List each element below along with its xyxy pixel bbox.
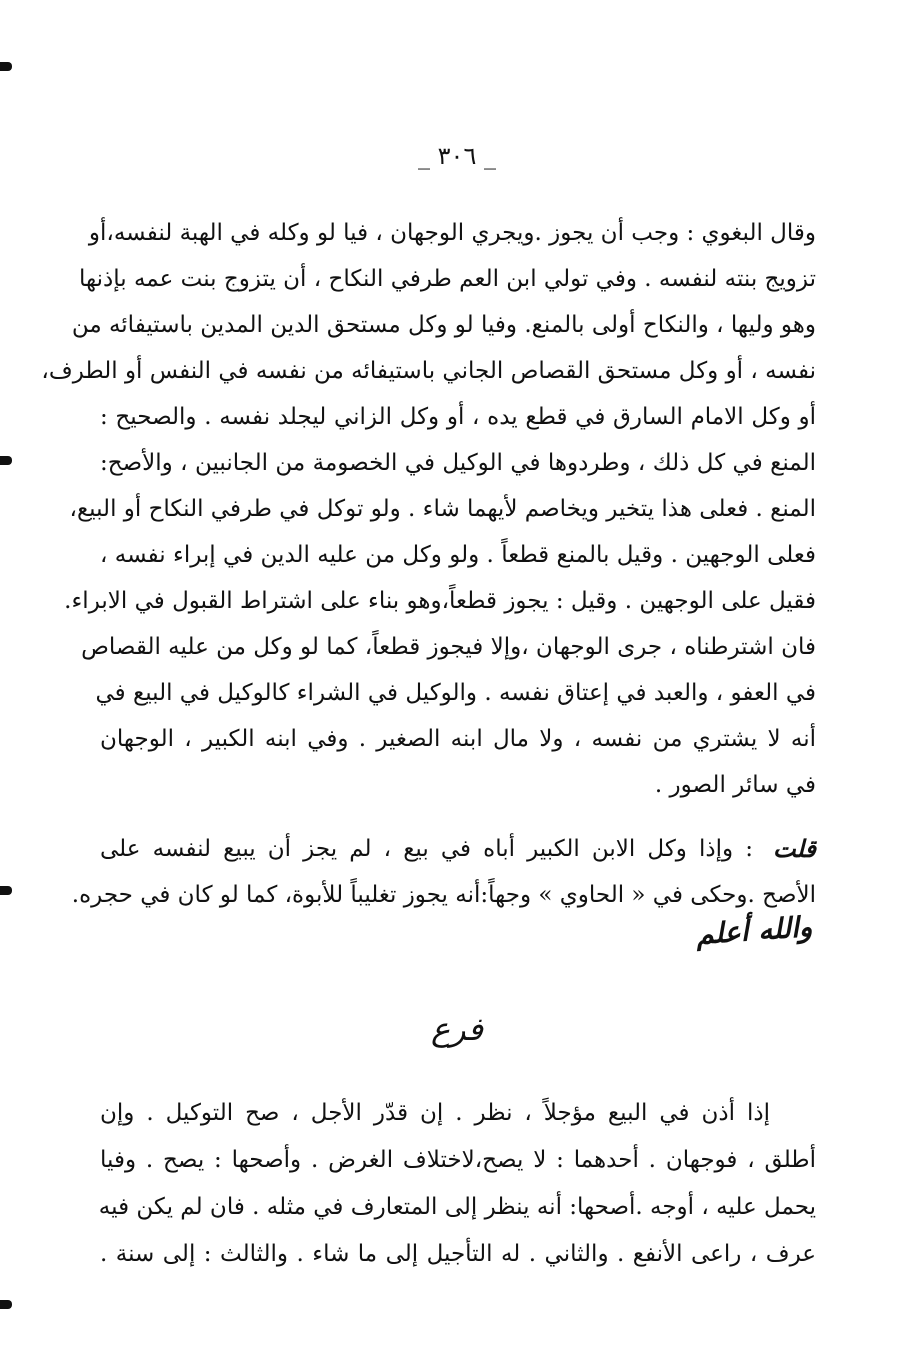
text-line: أو وكل الامام السارق في قطع يده ، أو وكل الزاني ليجلد نفسه . والصحيح : bbox=[100, 404, 816, 430]
binding-mark bbox=[0, 886, 12, 895]
text-line: وهو وليها ، والنكاح أولى بالمنع. وفيا لو وكل مستحق الدين المدين باستيفائه من bbox=[71, 312, 816, 338]
text-line: عرف ، راعى الأنفع . والثاني . له التأجيل إلى ما شاء . والثالث : إلى سنة . bbox=[100, 1241, 816, 1267]
text-line: فعلى الوجهين . وقيل بالمنع قطعاً . ولو وكل من عليه الدين في إبراء نفسه ، bbox=[100, 542, 816, 568]
text-line: في العفو ، والعبد في إعتاق نفسه . والوكيل في الشراء كالوكيل في البيع في bbox=[95, 680, 816, 706]
text-line: يحمل عليه ، أوجه .أصحها: أنه ينظر إلى المتعارف في مثله . فان لم يكن فيه bbox=[98, 1194, 816, 1220]
text-line: : وإذا وكل الابن الكبير أباه في بيع ، لم يجز أن يبيع لنفسه على bbox=[100, 836, 754, 862]
text-line: تزويج بنته لنفسه . وفي تولي ابن العم طرفي النكاح ، أن يتزوج بنت عمه بإذنها bbox=[79, 266, 816, 292]
text-line: نفسه ، أو وكل مستحق القصاص الجاني باستيفائه من نفسه في النفس أو الطرف، bbox=[41, 358, 816, 384]
text-line: في سائر الصور . bbox=[654, 772, 816, 798]
closing-phrase: والله أعلم bbox=[694, 909, 814, 952]
text-line: المنع . فعلى هذا يتخير ويخاصم لأيهما شاء . ولو توكل في طرفي النكاح أو البيع، bbox=[69, 496, 816, 522]
qult-label: قلت bbox=[773, 834, 816, 863]
binding-mark bbox=[0, 456, 12, 465]
text-line: الأصح .وحكى في « الحاوي » وجهاً:أنه يجوز تغليباً للأبوة، كما لو كان في حجره. bbox=[71, 882, 816, 908]
text-line: المنع في كل ذلك ، وطردوها في الوكيل في الخصومة من الجانبين ، والأصح: bbox=[100, 450, 816, 476]
main-paragraph bbox=[41, 210, 816, 808]
text-line: فان اشترطناه ، جرى الوجهان ،وإلا فيجوز قطعاً، كما لو وكل من عليه القصاص bbox=[81, 634, 816, 660]
sub-paragraph bbox=[100, 1090, 816, 1278]
page-number: _ ٣٠٦ _ bbox=[418, 142, 496, 170]
binding-mark bbox=[0, 1300, 12, 1309]
text-line: وقال البغوي : وجب أن يجوز .ويجري الوجهان ، فيا لو وكله في الهبة لنفسه،أو bbox=[88, 220, 816, 246]
text-line: أنه لا يشتري من نفسه ، ولا مال ابنه الصغير . وفي ابنه الكبير ، الوجهان bbox=[100, 726, 816, 752]
qult-line bbox=[100, 826, 816, 872]
binding-mark bbox=[0, 62, 12, 71]
text-line: أطلق ، فوجهان . أحدهما : لا يصح،لاختلاف الغرض . وأصحها : يصح . وفيا bbox=[100, 1147, 816, 1173]
text-line: فقيل على الوجهين . وقيل : يجوز قطعاً،وهو بناء على اشتراط القبول في الابراء. bbox=[64, 588, 816, 614]
qult-paragraph bbox=[71, 826, 816, 918]
section-heading: فرع bbox=[430, 1010, 484, 1048]
text-line: إذا أذن في البيع مؤجلاً ، نظر . إن قدّر الأجل ، صح التوكيل . وإن bbox=[100, 1100, 770, 1126]
